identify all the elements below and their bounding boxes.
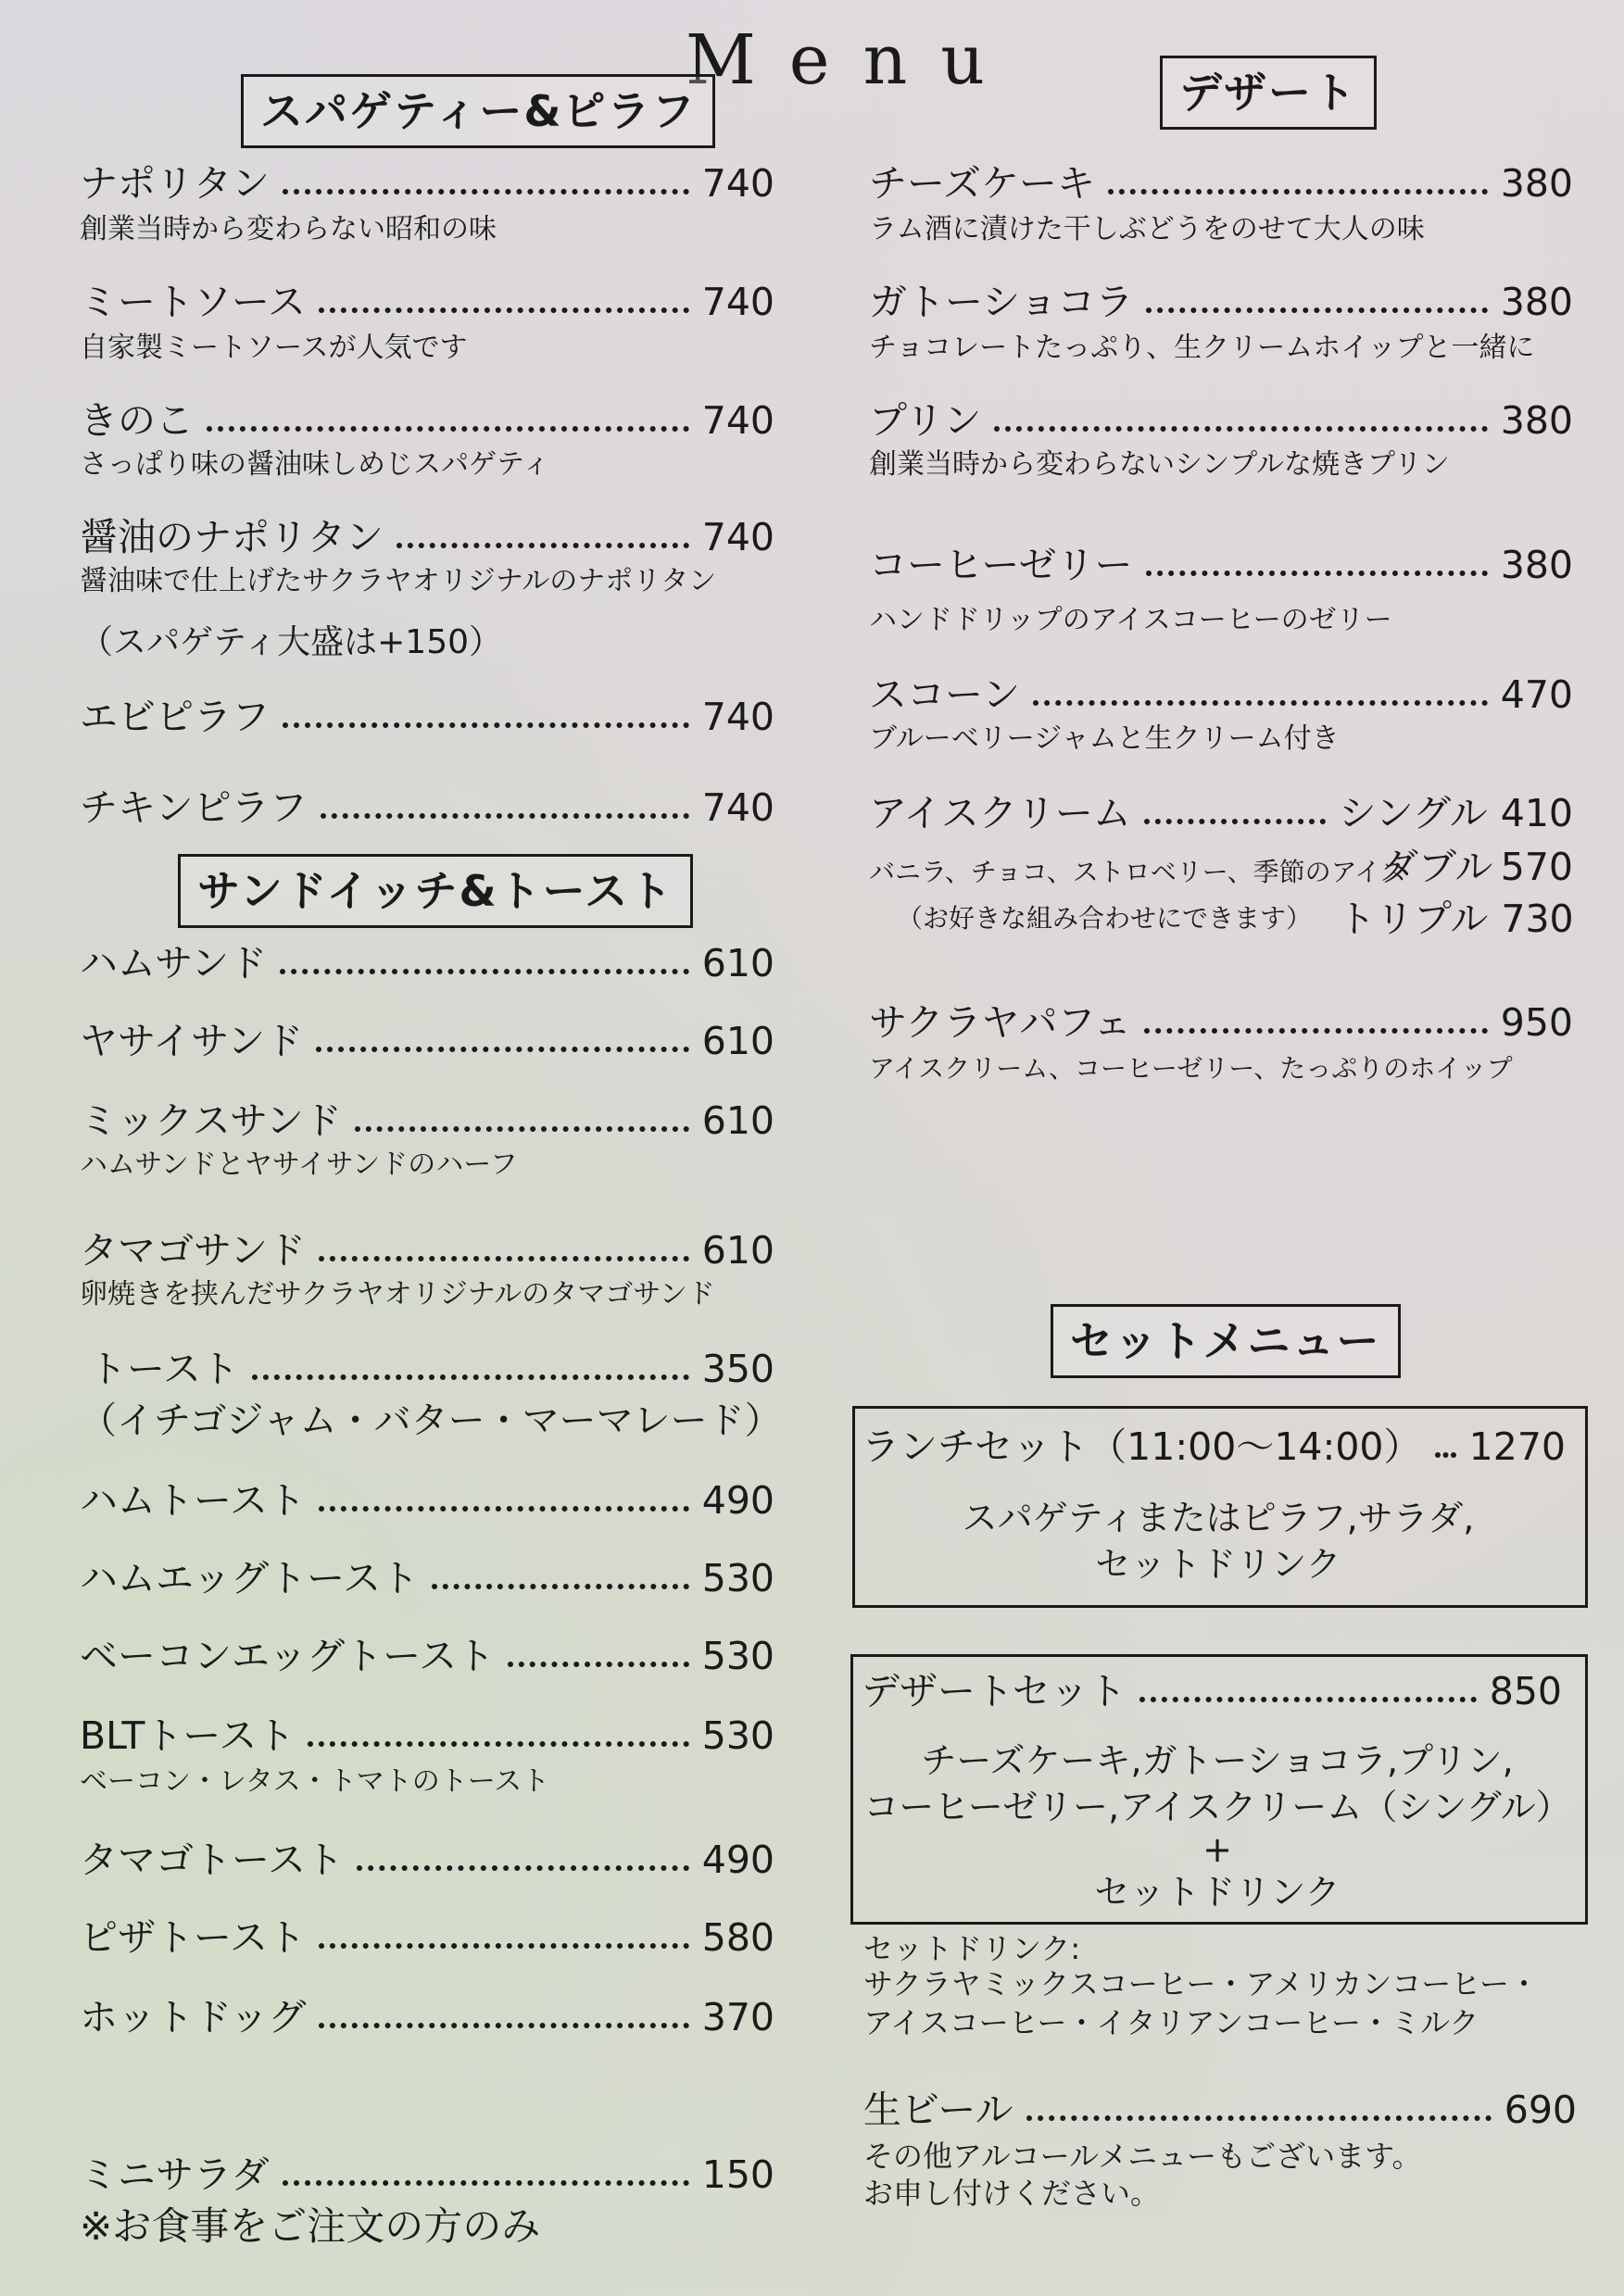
dot-leader — [1146, 307, 1487, 313]
set-drink-line: サクラヤミックスコーヒー・アメリカンコーヒー・ — [863, 1966, 1539, 2001]
menu-item — [869, 278, 1573, 326]
menu-item — [80, 396, 774, 445]
item-description: ハムサンドとヤサイサンドのハーフ — [80, 1148, 518, 1181]
section-heading-sandwich: サンドイッチ&トースト — [178, 854, 693, 928]
item-price: 610 — [701, 1228, 774, 1273]
menu-item — [80, 1993, 774, 2041]
dot-leader — [357, 1865, 689, 1871]
item-price: 350 — [701, 1347, 774, 1391]
menu-item — [80, 1712, 774, 1760]
dot-leader — [319, 307, 689, 313]
beer-note: その他アルコールメニューもございます。 — [863, 2139, 1422, 2174]
menu-item — [869, 396, 1573, 445]
item-price: 690 — [1504, 2088, 1577, 2132]
dot-leader — [321, 813, 689, 819]
section-heading-dessert: デザート — [1160, 56, 1377, 130]
item-name: ミックスサンド — [80, 1098, 342, 1143]
item-description: ベーコン・レタス・トマトのトースト — [80, 1765, 550, 1798]
dot-leader — [1033, 700, 1488, 706]
item-price: 610 — [701, 941, 774, 985]
item-name: スコーン — [869, 672, 1021, 717]
dessert-set-row — [862, 1667, 1562, 1715]
dot-leader — [319, 1506, 689, 1512]
item-price: 740 — [701, 161, 774, 206]
item-name: サクラヤパフェ — [869, 1000, 1132, 1045]
dot-leader — [280, 969, 689, 974]
menu-item — [80, 1554, 774, 1602]
item-description: ブルーベリージャムと生クリーム付き — [869, 722, 1340, 755]
item-price: 610 — [701, 1098, 774, 1143]
menu-item — [80, 1913, 774, 1962]
item-name: ミートソース — [80, 280, 306, 324]
item-description: さっぱり味の醤油味しめじスパゲティ — [80, 448, 550, 481]
item-price: 570 — [1500, 845, 1573, 889]
menu-item — [869, 998, 1573, 1047]
menu-item — [80, 1476, 774, 1524]
menu-item — [80, 1632, 774, 1680]
item-price: 610 — [701, 1019, 774, 1063]
item-price: 730 — [1501, 897, 1574, 941]
item-price: 410 — [1500, 791, 1573, 835]
item-price: 490 — [701, 1478, 774, 1523]
dot-leader — [283, 2180, 689, 2186]
item-name: ガトーショコラ — [869, 280, 1134, 324]
item-description: ハンドドリップのアイスコーヒーのゼリー — [869, 604, 1392, 636]
item-description: 創業当時から変わらない昭和の味 — [80, 213, 497, 245]
item-name: ハムトースト — [80, 1478, 306, 1523]
item-price: 150 — [701, 2152, 774, 2197]
icecream-single-row — [869, 789, 1573, 837]
size-label: トリプル — [1338, 897, 1489, 941]
item-price: 470 — [1500, 672, 1573, 717]
menu-item — [80, 784, 774, 832]
item-name: きのこ — [80, 398, 194, 443]
item-description: 創業当時から変わらないシンプルな焼きプリン — [869, 448, 1450, 481]
menu-item — [869, 159, 1573, 207]
lunch-set-line: セットドリンク — [1095, 1544, 1341, 1585]
page-title: Menu — [686, 20, 1018, 100]
icecream-double-row — [1380, 843, 1573, 891]
item-name: ヤサイサンド — [80, 1019, 304, 1063]
item-name: 醤油のナポリタン — [80, 515, 384, 559]
item-name: コーヒーゼリー — [869, 543, 1133, 587]
dot-leader — [252, 1374, 689, 1380]
dessert-set-line: チーズケーキ,ガトーショコラ,プリン, — [921, 1740, 1514, 1781]
beer-row — [863, 2086, 1577, 2134]
item-description: （イチゴジャム・バター・マーマレード） — [80, 1399, 782, 1442]
beer-note: お申し付けください。 — [863, 2176, 1161, 2211]
item-price: 740 — [701, 515, 774, 559]
item-price: 490 — [701, 1838, 774, 1882]
item-description: ラム酒に漬けた干しぶどうをのせて大人の味 — [869, 213, 1425, 245]
item-price: 850 — [1489, 1669, 1562, 1713]
dot-leader — [1146, 571, 1488, 576]
dot-leader — [1108, 189, 1488, 194]
dot-leader — [994, 426, 1487, 432]
item-name: ピザトースト — [80, 1915, 306, 1960]
item-price: 740 — [701, 280, 774, 324]
item-price: 580 — [701, 1915, 774, 1960]
menu-item — [869, 541, 1573, 589]
item-name: ミニサラダ — [80, 2152, 270, 2197]
item-price: 370 — [701, 1995, 774, 2039]
dot-leader — [1139, 1697, 1477, 1702]
item-description: チョコレートたっぷり、生クリームホイップと一緒に — [869, 332, 1535, 364]
lunch-set-line: スパゲティまたはピラフ,サラダ, — [962, 1498, 1475, 1538]
item-name: ハムサンド — [80, 941, 268, 985]
item-price: 380 — [1500, 543, 1573, 587]
item-price: 1270 — [1468, 1424, 1566, 1469]
dot-leader — [508, 1662, 689, 1667]
icecream-triple-row — [897, 895, 1573, 943]
item-price: 740 — [701, 398, 774, 443]
large-portion-note: （スパゲティ大盛は+150） — [80, 623, 502, 661]
dot-leader — [283, 722, 689, 728]
dot-leader — [283, 189, 689, 194]
menu-item — [80, 1836, 774, 1884]
dessert-set-line: + — [1202, 1829, 1232, 1870]
item-name: BLTトースト — [80, 1713, 296, 1758]
item-name: ナポリタン — [80, 161, 270, 206]
size-label: シングル — [1338, 791, 1488, 835]
dot-leader — [1435, 1452, 1456, 1458]
dessert-set-line: コーヒーゼリー,アイスクリーム（シングル） — [863, 1787, 1571, 1827]
set-drink-line: アイスコーヒー・イタリアンコーヒー・ミルク — [863, 2005, 1479, 2040]
menu-item — [80, 693, 774, 741]
menu-item — [80, 939, 774, 987]
dot-leader — [355, 1126, 689, 1132]
item-description: 醤油味で仕上げたサクラヤオリジナルのナポリタン — [80, 565, 717, 597]
item-name: タマゴトースト — [80, 1838, 344, 1882]
item-price: 950 — [1500, 1000, 1573, 1045]
icecream-note: （お好きな組み合わせにできます） — [897, 903, 1313, 934]
item-price: 740 — [701, 785, 774, 830]
dot-leader — [432, 1584, 689, 1589]
menu-item — [80, 2151, 774, 2199]
dot-leader — [207, 426, 689, 432]
item-name: トースト — [89, 1347, 239, 1391]
item-name: ランチセット（11:00〜14:00） — [862, 1424, 1422, 1469]
item-name: エビピラフ — [80, 695, 270, 739]
item-price: 380 — [1500, 161, 1573, 206]
menu-item — [80, 1226, 774, 1274]
item-price: 380 — [1500, 398, 1573, 443]
section-heading-spaghetti: スパゲティー&ピラフ — [241, 74, 715, 148]
item-name: ホットドッグ — [80, 1995, 307, 2039]
set-heading-text: セットメニュー — [1070, 1316, 1381, 1366]
size-label: ダブル — [1380, 845, 1493, 889]
item-name: タマゴサンド — [80, 1228, 306, 1273]
item-price: 530 — [701, 1634, 774, 1678]
menu-item — [80, 159, 774, 207]
item-description: 卵焼きを挟んだサクラヤオリジナルのタマゴサンド — [80, 1278, 715, 1311]
item-name: ベーコンエッグトースト — [80, 1634, 496, 1678]
menu-item — [869, 671, 1573, 719]
lunch-set-row — [862, 1423, 1566, 1471]
dot-leader — [316, 1047, 689, 1052]
dot-leader — [319, 1256, 689, 1261]
section-heading-set — [1051, 1304, 1401, 1378]
menu-item — [89, 1345, 774, 1393]
dot-leader — [397, 543, 689, 548]
dot-leader — [1144, 819, 1326, 824]
item-price: 530 — [701, 1556, 774, 1600]
item-name: チーズケーキ — [869, 161, 1095, 206]
dot-leader — [308, 1741, 688, 1747]
menu-item — [80, 1017, 774, 1065]
icecream-flavors: バニラ、チョコ、ストロベリー、季節のアイス — [869, 857, 1406, 887]
item-description: ※お食事をご注文の方のみ — [80, 2203, 541, 2249]
item-price: 380 — [1500, 280, 1573, 324]
item-price: 530 — [701, 1713, 774, 1758]
item-name: プリン — [869, 398, 982, 443]
dot-leader — [319, 2023, 688, 2028]
dot-leader — [1026, 2115, 1492, 2121]
dessert-set-line: セットドリンク — [1094, 1872, 1341, 1913]
dot-leader — [319, 1943, 689, 1949]
dot-leader — [1144, 1028, 1487, 1034]
item-description: アイスクリーム、コーヒーゼリー、たっぷりのホイップ — [869, 1053, 1513, 1084]
item-price: 740 — [701, 695, 774, 739]
item-name: アイスクリーム — [869, 791, 1131, 835]
item-name: ハムエッグトースト — [80, 1556, 420, 1600]
item-name: デザートセット — [862, 1669, 1127, 1713]
item-name: チキンピラフ — [80, 785, 308, 830]
item-description: 自家製ミートソースが人気です — [80, 332, 468, 364]
menu-item — [80, 278, 774, 326]
item-name: 生ビール — [863, 2088, 1013, 2132]
menu-item — [80, 1097, 774, 1145]
set-drink-label: セットドリンク: — [863, 1931, 1081, 1966]
menu-item — [80, 513, 774, 561]
